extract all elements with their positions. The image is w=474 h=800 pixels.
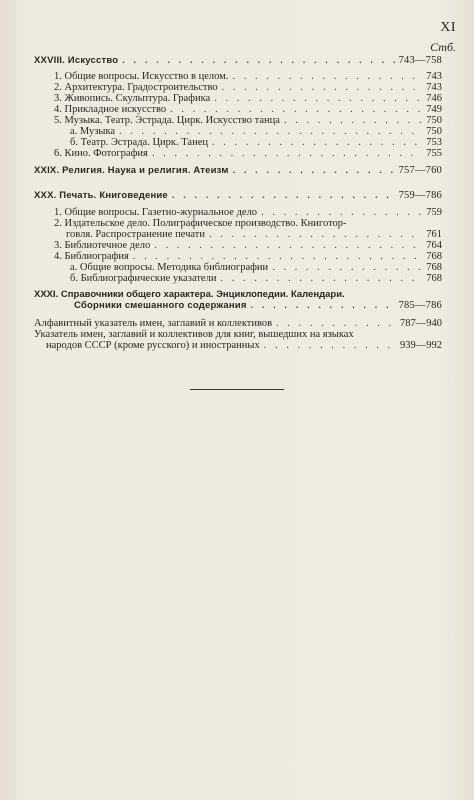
section-30 bbox=[34, 190, 442, 201]
column-header: Стб. bbox=[430, 40, 456, 54]
leader-dots bbox=[233, 165, 395, 176]
section-31-title-line1: XXXI. Справочники общего характера. Энциклопедии. Календари. bbox=[34, 289, 345, 300]
toc-item: 3. Живопись. Скульптура. Графика . . . 746 bbox=[54, 93, 442, 104]
section-pages: 759—786 bbox=[398, 190, 442, 201]
index-alphabetical: Алфавитный указатель имен, заглавий и коллективов . . . 787—940 bbox=[34, 318, 442, 329]
section-title: XXVIII. Искусство bbox=[34, 55, 119, 66]
toc-item-line1: 2. Издательское дело. Полиграфическое производство. Книготор- bbox=[54, 218, 347, 229]
index-foreign-line1: Указатель имен, заглавий и коллективов для книг, вышедших на языках bbox=[34, 329, 354, 340]
section-title: Сборники смешанного содержания bbox=[74, 300, 247, 311]
section-pages: 757—760 bbox=[398, 165, 442, 176]
toc-subitem: б. Театр. Эстрада. Цирк. Танец . . . 753 bbox=[70, 137, 442, 148]
toc-subitem: а. Музыка . . . 750 bbox=[70, 126, 442, 137]
index-foreign: народов СССР (кроме русского) и иностранных . . . 939—992 bbox=[46, 340, 442, 351]
toc-item: 1. Общие вопросы. Газетно-журнальное дело . . . 759 bbox=[54, 207, 442, 218]
section-pages: 785—786 bbox=[398, 300, 442, 311]
toc-item: говля. Распространение печати . . . 761 bbox=[54, 229, 442, 240]
toc-item: 1. Общие вопросы. Искусство в целом. . . . 743 bbox=[54, 71, 442, 82]
leader-dots bbox=[122, 55, 394, 66]
section-31 bbox=[74, 300, 442, 311]
toc-item: 3. Библиотечное дело . . . 764 bbox=[54, 240, 442, 251]
toc-item: 4. Библиография . . . 768 bbox=[54, 251, 442, 262]
section-28 bbox=[34, 55, 442, 66]
leader-dots bbox=[172, 190, 395, 201]
toc-item: 2. Архитектура. Градостроительство . . . 743 bbox=[54, 82, 442, 93]
toc-item: 6. Кино. Фотография . . . 755 bbox=[54, 148, 442, 159]
section-title: XXIX. Религия. Наука и религия. Атеизм bbox=[34, 165, 229, 176]
section-29 bbox=[34, 165, 442, 176]
section-title: XXX. Печать. Книговедение bbox=[34, 190, 168, 201]
toc-subitem: б. Библиографические указатели . . . 768 bbox=[70, 273, 442, 284]
leader-dots bbox=[251, 300, 395, 311]
closing-rule bbox=[190, 389, 284, 390]
toc-item: 4. Прикладное искусство . . . 749 bbox=[54, 104, 442, 115]
toc-item: 5. Музыка. Театр. Эстрада. Цирк. Искусство танца . . . 750 bbox=[54, 115, 442, 126]
toc-subitem: а. Общие вопросы. Методика библиографии . . . 768 bbox=[70, 262, 442, 273]
section-pages: 743—758 bbox=[398, 55, 442, 66]
page-number: XI bbox=[440, 20, 456, 35]
